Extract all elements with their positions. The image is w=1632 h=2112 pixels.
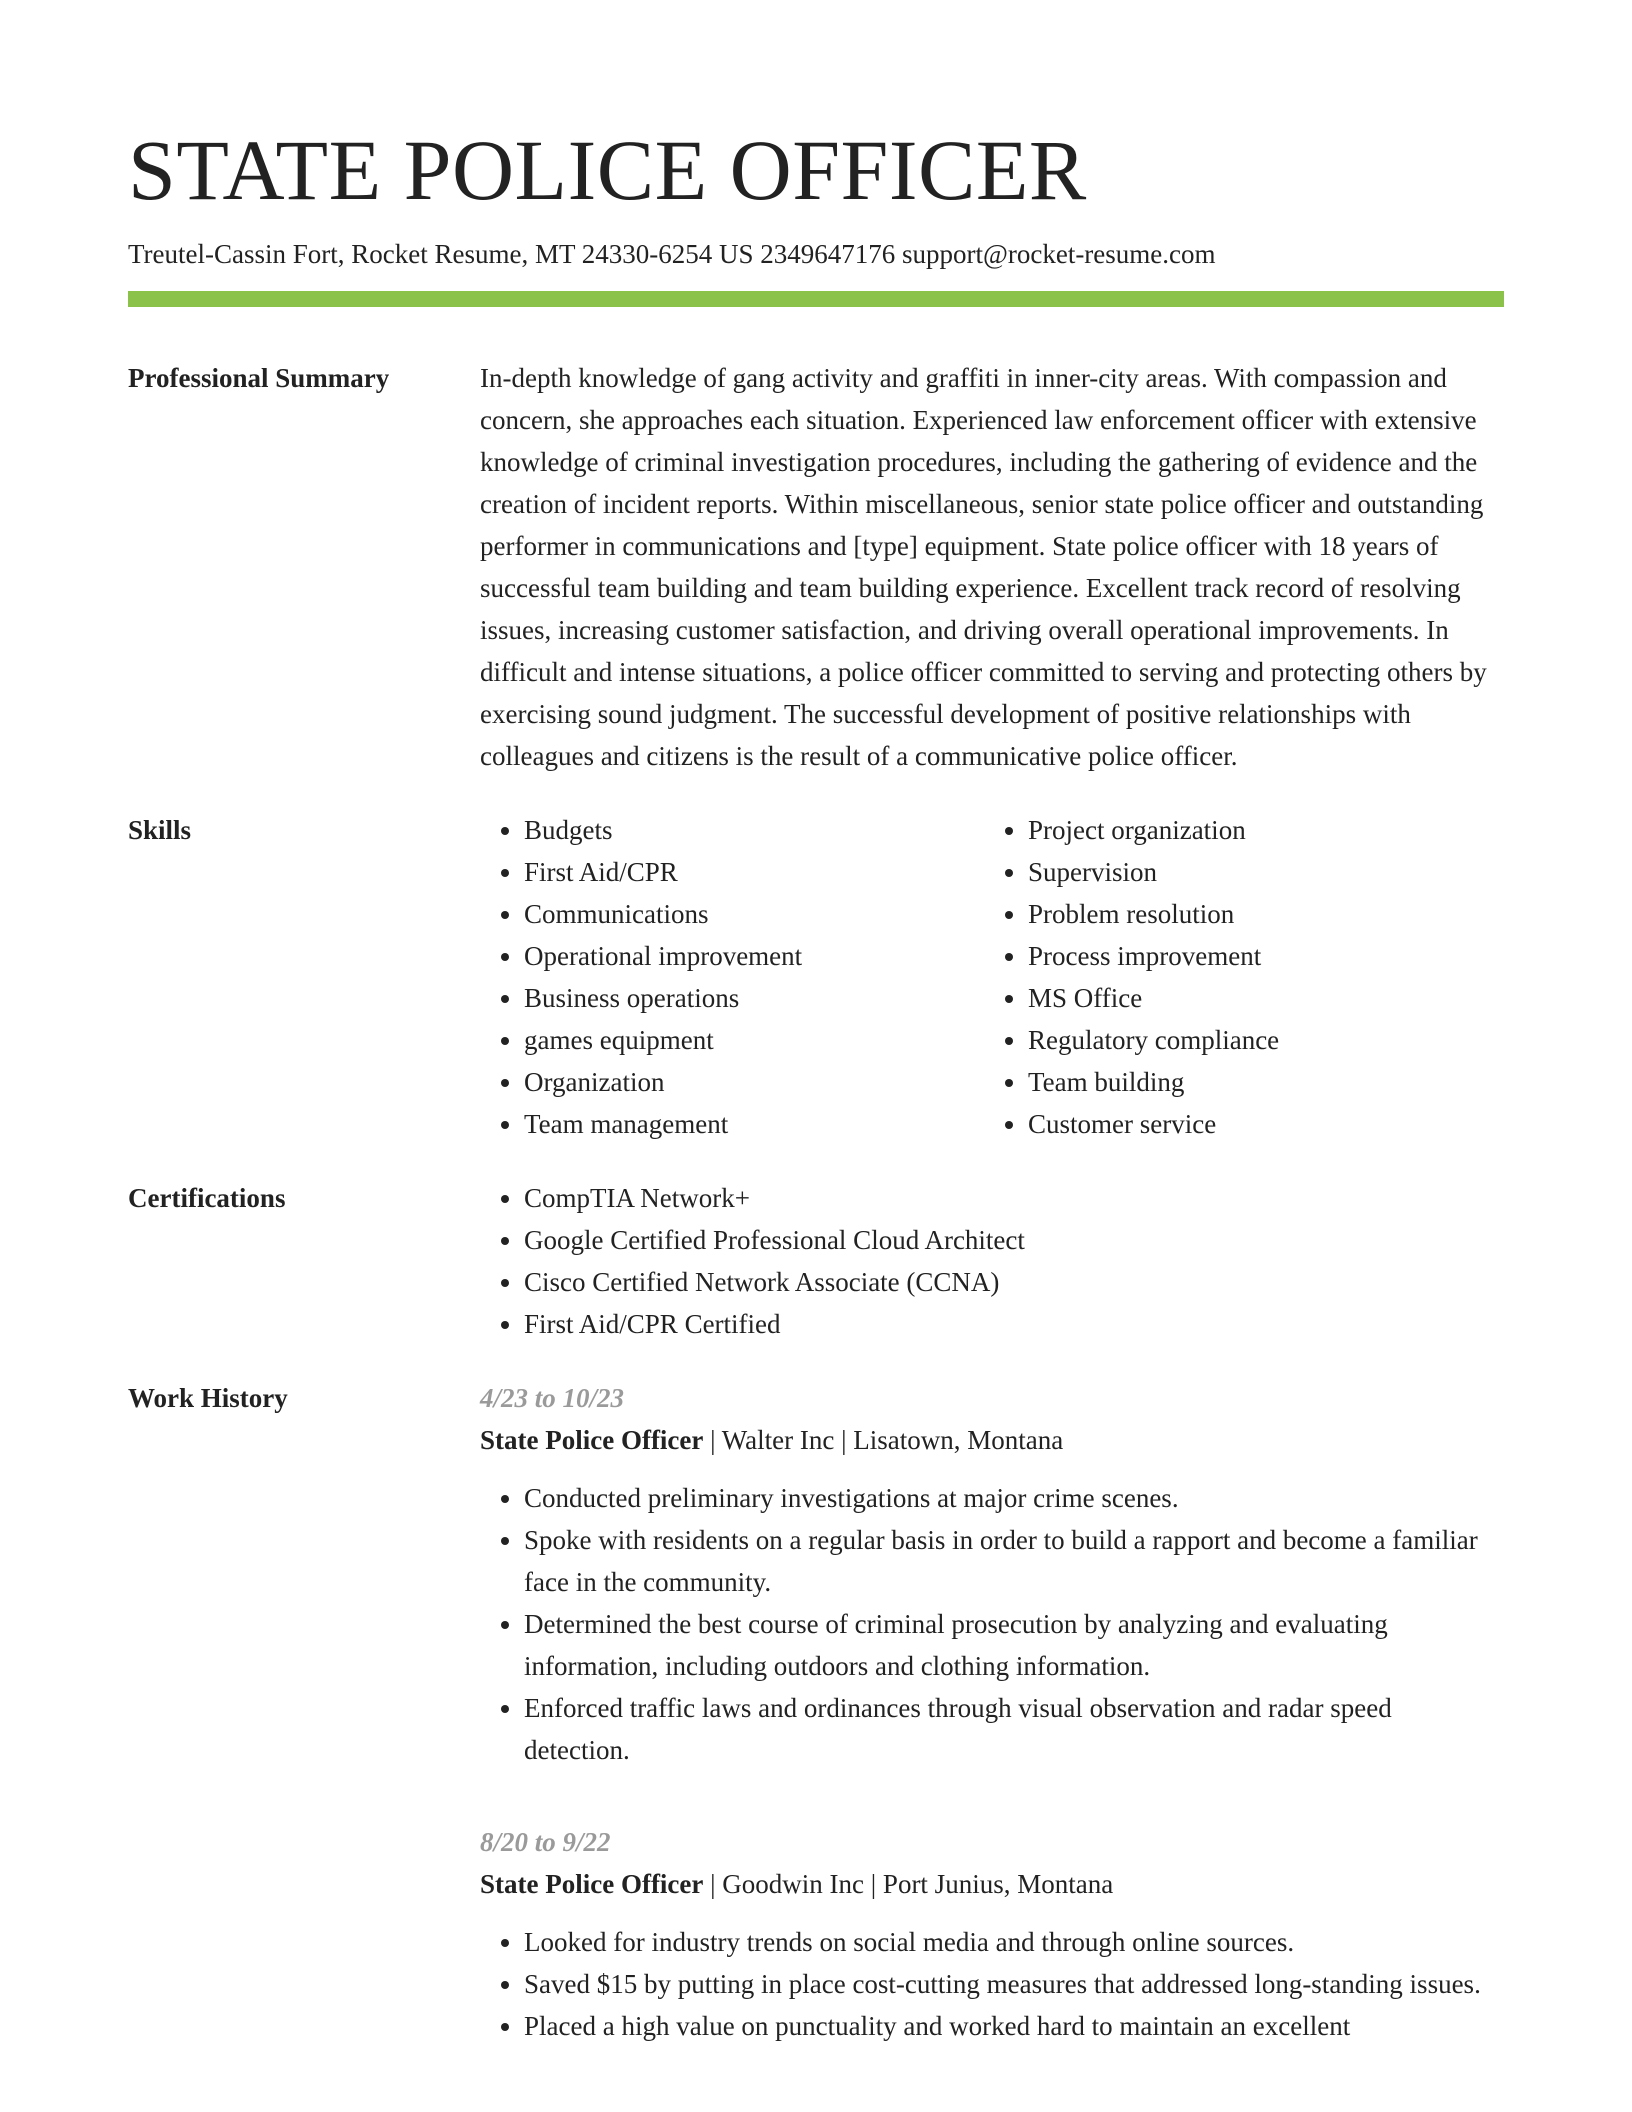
resume-page <box>128 0 1504 2097</box>
certification-item: • Google Certified Professional Cloud Architect <box>524 1219 1504 1261</box>
skill-item: • Project organization <box>1028 809 1488 851</box>
accent-divider <box>128 291 1504 307</box>
summary-body <box>480 357 1504 777</box>
skill-item: • Budgets <box>524 809 984 851</box>
certifications-section <box>128 1177 1504 1345</box>
job-bullets <box>480 1477 1504 1771</box>
skill-item: • First Aid/CPR <box>524 851 984 893</box>
skills-section <box>128 809 1504 1145</box>
certification-item: • First Aid/CPR Certified <box>524 1303 1504 1345</box>
skill-item: • Organization <box>524 1061 984 1103</box>
certifications-list <box>480 1177 1504 1345</box>
skill-item: • Communications <box>524 893 984 935</box>
job-entry <box>480 1821 1504 2047</box>
job-bullet: • Spoke with residents on a regular basis in order to build a rapport and become a familiar face in the community. <box>524 1519 1504 1603</box>
skill-item: • Business operations <box>524 977 984 1019</box>
summary-text: In-depth knowledge of gang activity and graffiti in inner-city areas. With compassion and concern, she approaches each situation. Experienced law enforcement officer with extensive knowledge of criminal investigation procedures, including the gathering of evidence and the creation of incident reports. Within miscellaneous, senior state police officer and outstanding performer in communications and [type] equipment. State police officer with 18 years of successful team building and team building experience. Excellent track record of resolving issues, increasing customer satisfaction, and driving overall operational improvements. In difficult and intense situations, a police officer committed to serving and protecting others by exercising sound judgment. The successful development of positive relationships with colleagues and citizens is the result of a communicative police officer. <box>480 363 1487 771</box>
job-bullet: • Saved $15 by putting in place cost-cutting measures that addressed long-standing issues. <box>524 1963 1504 2005</box>
job-title-line <box>480 1863 1504 1905</box>
skills-column-right <box>984 809 1488 1145</box>
skill-item: • Regulatory compliance <box>1028 1019 1488 1061</box>
job-details: | Walter Inc | Lisatown, Montana <box>703 1425 1064 1455</box>
job-bullets <box>480 1921 1504 2047</box>
skills-body <box>480 809 1504 1145</box>
skills-list-right <box>984 809 1488 1145</box>
section-label-certifications: Certifications <box>128 1183 286 1213</box>
job-title: State Police Officer <box>480 1869 704 1899</box>
section-label-work-history: Work History <box>128 1383 288 1413</box>
job-bullet: • Enforced traffic laws and ordinances through visual observation and radar speed detection. <box>524 1687 1504 1771</box>
skill-item: • Process improvement <box>1028 935 1488 977</box>
work-history-body <box>480 1377 1504 2097</box>
skill-item: • Operational improvement <box>524 935 984 977</box>
job-bullet: • Determined the best course of criminal prosecution by analyzing and evaluating information, including outdoors and clothing information. <box>524 1603 1504 1687</box>
skills-column-left <box>480 809 984 1145</box>
contact-info: Treutel-Cassin Fort, Rocket Resume, MT 24330-6254 US 2349647176 support@rocket-resume.com <box>128 239 1216 269</box>
job-title-line <box>480 1419 1504 1461</box>
job-bullet: • Conducted preliminary investigations at major crime scenes. <box>524 1477 1504 1519</box>
certification-item: • Cisco Certified Network Associate (CCNA) <box>524 1261 1504 1303</box>
job-title: State Police Officer <box>480 1425 704 1455</box>
skills-list-left <box>480 809 984 1145</box>
skill-item: • Supervision <box>1028 851 1488 893</box>
skill-item: • MS Office <box>1028 977 1488 1019</box>
page-title: STATE POLICE OFFICER <box>128 122 1087 218</box>
skill-item: • Problem resolution <box>1028 893 1488 935</box>
section-label-skills: Skills <box>128 815 192 845</box>
summary-section <box>128 357 1504 777</box>
job-entry <box>480 1377 1504 1771</box>
job-details: | Goodwin Inc | Port Junius, Montana <box>703 1869 1114 1899</box>
job-bullet: • Looked for industry trends on social media and through online sources. <box>524 1921 1504 1963</box>
job-dates: 8/20 to 9/22 <box>480 1827 611 1857</box>
skill-item: • Team management <box>524 1103 984 1145</box>
skill-item: • Customer service <box>1028 1103 1488 1145</box>
section-label-summary: Professional Summary <box>128 363 390 393</box>
skills-columns <box>480 809 1504 1145</box>
certification-item: • CompTIA Network+ <box>524 1177 1504 1219</box>
job-dates: 4/23 to 10/23 <box>480 1383 625 1413</box>
skill-item: • games equipment <box>524 1019 984 1061</box>
work-history-section <box>128 1377 1504 2097</box>
skill-item: • Team building <box>1028 1061 1488 1103</box>
certifications-body <box>480 1177 1504 1345</box>
job-bullet: • Placed a high value on punctuality and worked hard to maintain an excellent <box>524 2005 1504 2047</box>
